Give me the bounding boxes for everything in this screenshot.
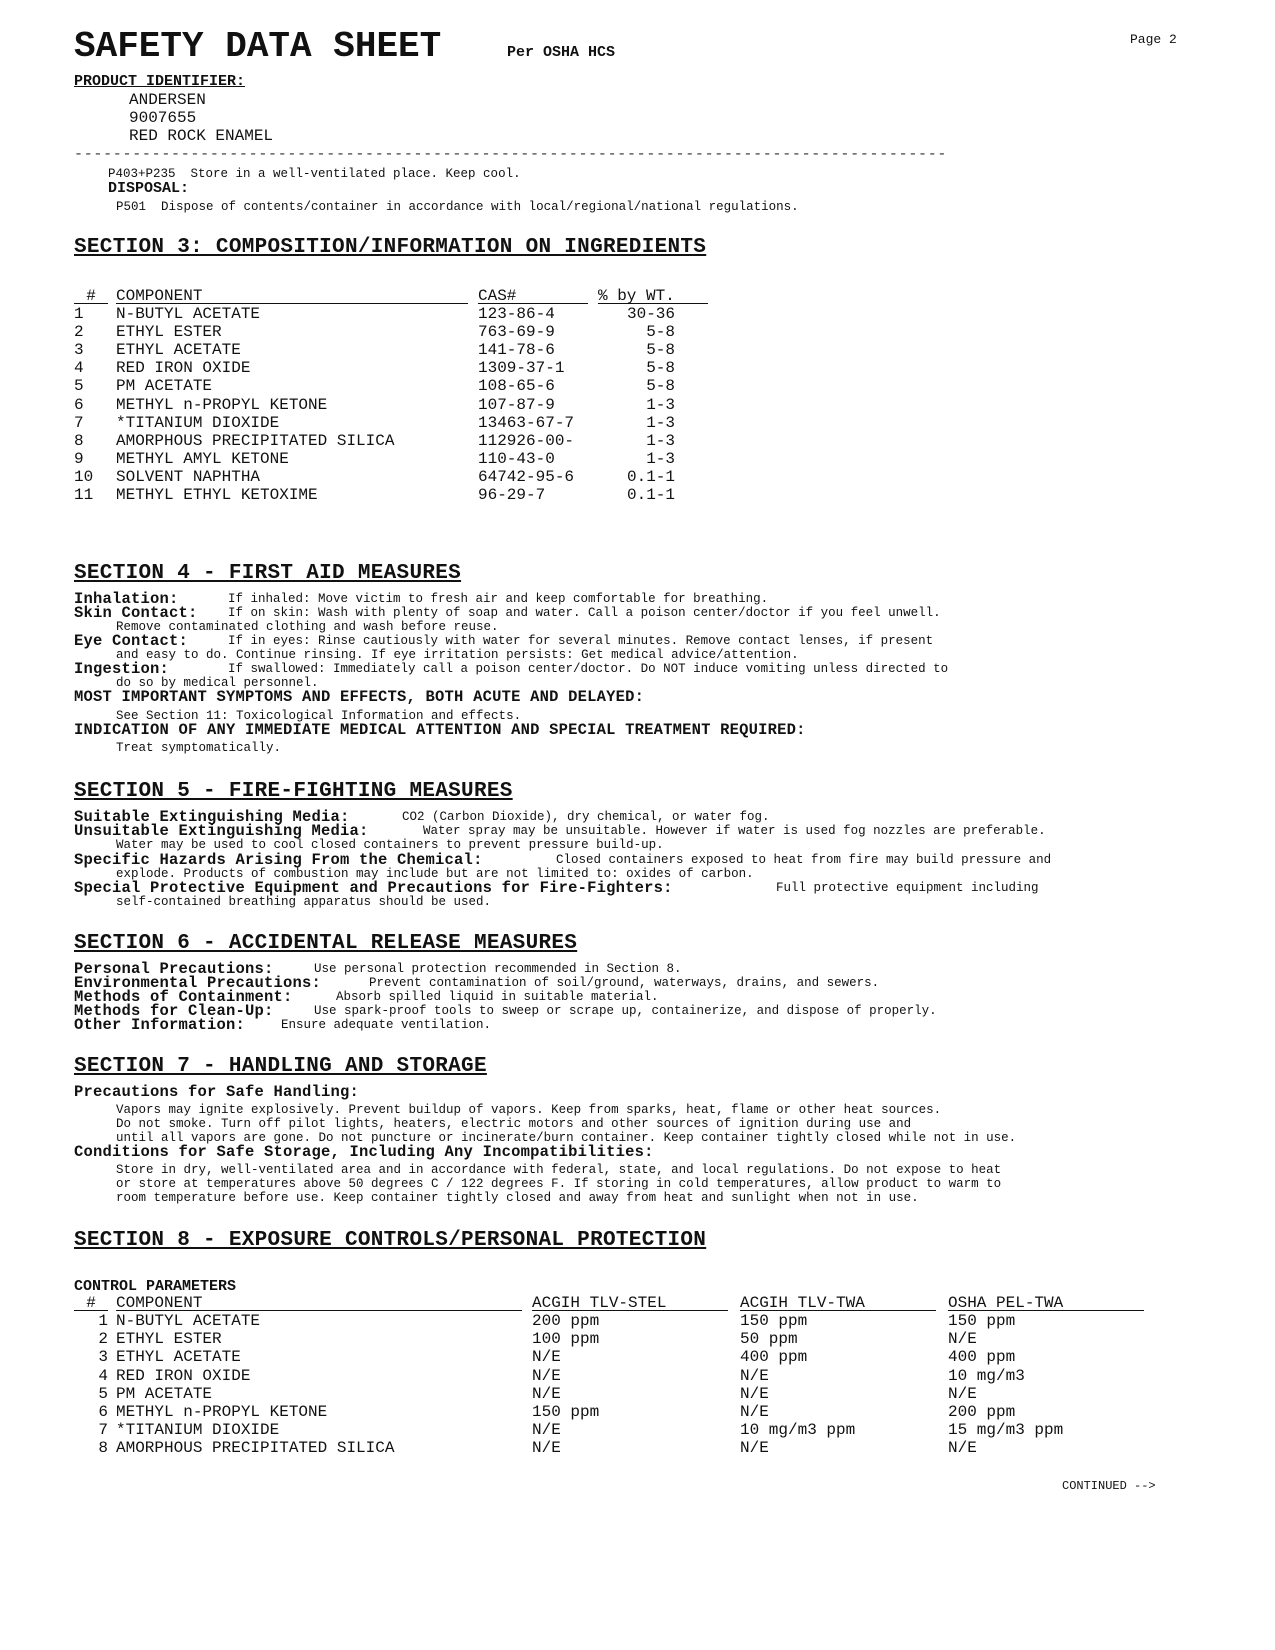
ingredient-weight: 0.1-1: [626, 486, 675, 504]
limit-row-component: PM ACETATE: [116, 1384, 213, 1403]
ingredient-number: 9: [74, 449, 84, 468]
limit-row-osha: 15 mg/m3 ppm: [948, 1421, 1064, 1440]
limit-row-number: 7: [98, 1421, 108, 1440]
col-header-twa: ACGIH TLV-TWA: [740, 1294, 936, 1311]
ingredient-number: 10: [74, 467, 94, 486]
section8-title: SECTION 8 - EXPOSURE CONTROLS/PERSONAL PROTECTION: [74, 1229, 707, 1252]
col-header-stel: ACGIH TLV-STEL: [532, 1294, 728, 1311]
ingredient-number: 4: [74, 359, 84, 378]
ingredient-number: 2: [74, 323, 84, 342]
personal-precautions-label: Personal Precautions:: [74, 960, 274, 978]
limit-row-stel: N/E: [532, 1384, 561, 1403]
ingredient-number: 6: [74, 395, 84, 414]
protective-equipment-text-2: self-contained breathing apparatus should be used.: [116, 895, 492, 909]
disposal-statement: P501 Dispose of contents/container in accordance with local/regional/national regulations.: [116, 200, 799, 214]
ingredient-weight: 1-3: [646, 413, 675, 432]
eye-contact-text: If in eyes: Rinse cautiously with water for several minutes. Remove contact lenses, if present: [228, 634, 934, 648]
environmental-precautions-label: Environmental Precautions:: [74, 974, 322, 992]
ingredient-component: AMORPHOUS PRECIPITATED SILICA: [116, 431, 395, 450]
document-title: SAFETY DATA SHEET: [74, 26, 442, 67]
ingredient-cas: 13463-67-7: [478, 413, 575, 432]
safe-handling-line-2: Do not smoke. Turn off pilot lights, heaters, electric motors and other sources of ignition during use and: [116, 1117, 912, 1131]
eye-contact-label: Eye Contact:: [74, 632, 189, 650]
continued-indicator: CONTINUED -->: [1062, 1479, 1156, 1493]
limit-row-stel: N/E: [532, 1439, 561, 1458]
inhalation-text: If inhaled: Move victim to fresh air and keep comfortable for breathing.: [228, 592, 769, 606]
ingredient-weight: 1-3: [646, 449, 675, 468]
ingredient-component: PM ACETATE: [116, 377, 213, 396]
divider-line: ------------------------------------------------------------------------------------------: [74, 146, 948, 163]
ingredient-component: METHYL ETHYL KETOXIME: [116, 486, 318, 504]
ingredient-component: N-BUTYL ACETATE: [116, 305, 261, 323]
limit-row-osha: 200 ppm: [948, 1403, 1016, 1421]
limit-row-component: METHYL n-PROPYL KETONE: [116, 1403, 328, 1421]
limit-row-component: RED IRON OXIDE: [116, 1366, 251, 1385]
environmental-precautions-text: Prevent contamination of soil/ground, waterways, drains, and sewers.: [369, 976, 880, 990]
ingredient-cas: 1309-37-1: [478, 359, 565, 378]
protective-equipment-text: Full protective equipment including: [776, 881, 1039, 895]
suitable-media-text: CO2 (Carbon Dioxide), dry chemical, or water fog.: [402, 810, 770, 824]
symptoms-label: MOST IMPORTANT SYMPTOMS AND EFFECTS, BOTH ACUTE AND DELAYED:: [74, 688, 645, 706]
ingredient-weight: 0.1-1: [626, 467, 675, 486]
ingredient-number: 1: [74, 305, 84, 323]
containment-text: Absorb spilled liquid in suitable material.: [336, 990, 659, 1004]
specific-hazards-text-2: explode. Products of combustion may include but are not limited to: oxides of carbon.: [116, 867, 754, 881]
cleanup-label: Methods for Clean-Up:: [74, 1002, 274, 1020]
skin-contact-text-2: Remove contaminated clothing and wash before reuse.: [116, 620, 499, 634]
ingredient-weight: 5-8: [646, 323, 675, 342]
safe-storage-line-2: or store at temperatures above 50 degrees C / 122 degrees F. If storing in cold temperatures, allow product to warm to: [116, 1177, 1002, 1191]
safe-handling-label: Precautions for Safe Handling:: [74, 1083, 360, 1101]
ingredient-component: RED IRON OXIDE: [116, 359, 251, 378]
limit-row-osha: 10 mg/m3: [948, 1366, 1025, 1385]
safe-storage-line-3: room temperature before use. Keep container tightly closed and away from heat and sunlight when not in use.: [116, 1191, 919, 1205]
ingredient-cas: 64742-95-6: [478, 467, 575, 486]
safe-handling-line-1: Vapors may ignite explosively. Prevent buildup of vapors. Keep from sparks, heat, flame or other heat sources.: [116, 1103, 942, 1117]
cleanup-text: Use spark-proof tools to sweep or scrape up, containerize, and dispose of properly.: [314, 1004, 937, 1018]
limit-row-number: 8: [98, 1439, 108, 1458]
ingredient-cas: 107-87-9: [478, 395, 555, 414]
ingredient-number: 7: [74, 413, 84, 432]
col-header-number: #: [74, 287, 108, 304]
product-number: 9007655: [129, 109, 197, 127]
ingredient-cas: 112926-00-: [478, 431, 575, 450]
ingredient-component: SOLVENT NAPHTHA: [116, 467, 261, 486]
product-brand: ANDERSEN: [129, 91, 206, 109]
other-information-text: Ensure adequate ventilation.: [281, 1018, 492, 1032]
limit-row-stel: N/E: [532, 1421, 561, 1440]
unsuitable-media-text: Water spray may be unsuitable. However if water is used fog nozzles are preferable.: [423, 824, 1046, 838]
limit-row-twa: N/E: [740, 1403, 769, 1421]
ingredient-number: 11: [74, 486, 94, 504]
section3-title: SECTION 3: COMPOSITION/INFORMATION ON INGREDIENTS: [74, 236, 707, 259]
ingredient-component: *TITANIUM DIOXIDE: [116, 413, 280, 432]
ingredient-component: ETHYL ESTER: [116, 323, 222, 342]
limit-row-twa: 150 ppm: [740, 1312, 808, 1330]
other-information-label: Other Information:: [74, 1016, 246, 1034]
limit-row-number: 2: [98, 1330, 108, 1349]
limit-row-number: 5: [98, 1384, 108, 1403]
col-header-component: COMPONENT: [116, 1294, 522, 1311]
section6-title: SECTION 6 - ACCIDENTAL RELEASE MEASURES: [74, 932, 578, 955]
control-parameters-label: CONTROL PARAMETERS: [74, 1278, 237, 1295]
limit-row-osha: N/E: [948, 1330, 977, 1349]
specific-hazards-label: Specific Hazards Arising From the Chemical:: [74, 851, 483, 869]
unsuitable-media-label: Unsuitable Extinguishing Media:: [74, 822, 369, 840]
ingredient-cas: 108-65-6: [478, 377, 555, 396]
limit-row-number: 1: [98, 1312, 108, 1330]
product-name: RED ROCK ENAMEL: [129, 127, 274, 145]
limit-row-twa: N/E: [740, 1384, 769, 1403]
storage-statement: P403+P235 Store in a well-ventilated place. Keep cool.: [108, 167, 521, 181]
ingredient-weight: 5-8: [646, 377, 675, 396]
ingredient-cas: 96-29-7: [478, 486, 546, 504]
safe-storage-label: Conditions for Safe Storage, Including Any Incompatibilities:: [74, 1143, 654, 1161]
col-header-component: COMPONENT: [116, 287, 468, 304]
limit-row-osha: N/E: [948, 1439, 977, 1458]
personal-precautions-text: Use personal protection recommended in Section 8.: [314, 962, 682, 976]
safe-handling-line-3: until all vapors are gone. Do not puncture or incinerate/burn container. Keep container tightly closed while not in use.: [116, 1131, 1017, 1145]
col-header-weight: % by WT.: [598, 287, 708, 304]
limit-row-component: AMORPHOUS PRECIPITATED SILICA: [116, 1439, 395, 1458]
ingredient-cas: 141-78-6: [478, 341, 555, 360]
containment-label: Methods of Containment:: [74, 988, 293, 1006]
ingredient-component: ETHYL ACETATE: [116, 341, 241, 360]
section5-title: SECTION 5 - FIRE-FIGHTING MEASURES: [74, 780, 513, 803]
skin-contact-text: If on skin: Wash with plenty of soap and water. Call a poison center/doctor if you feel unwell.: [228, 606, 941, 620]
limit-row-twa: 10 mg/m3 ppm: [740, 1421, 856, 1440]
indication-label: INDICATION OF ANY IMMEDIATE MEDICAL ATTENTION AND SPECIAL TREATMENT REQUIRED:: [74, 721, 806, 739]
ingredient-number: 3: [74, 341, 84, 360]
limit-row-stel: 150 ppm: [532, 1403, 600, 1421]
limit-row-stel: N/E: [532, 1348, 561, 1367]
ingredient-weight: 30-36: [626, 305, 675, 323]
product-identifier-label: PRODUCT IDENTIFIER:: [74, 73, 246, 90]
inhalation-label: Inhalation:: [74, 590, 179, 608]
limit-row-stel: N/E: [532, 1366, 561, 1385]
page-number: Page 2: [1130, 32, 1177, 47]
indication-text: Treat symptomatically.: [116, 741, 282, 755]
safe-storage-line-1: Store in dry, well-ventilated area and in accordance with federal, state, and local regulations. Do not expose to heat: [116, 1163, 1002, 1177]
limit-row-osha: 400 ppm: [948, 1348, 1016, 1367]
ingredient-weight: 1-3: [646, 431, 675, 450]
limit-row-osha: 150 ppm: [948, 1312, 1016, 1330]
limit-row-number: 4: [98, 1366, 108, 1385]
limit-row-component: ETHYL ACETATE: [116, 1348, 241, 1367]
ingredient-weight: 5-8: [646, 341, 675, 360]
ingredient-weight: 1-3: [646, 395, 675, 414]
ingredient-cas: 123-86-4: [478, 305, 555, 323]
limit-row-twa: 50 ppm: [740, 1330, 798, 1349]
limit-row-twa: N/E: [740, 1439, 769, 1458]
eye-contact-text-2: and easy to do. Continue rinsing. If eye irritation persists: Get medical advice/attention.: [116, 648, 799, 662]
ingredient-weight: 5-8: [646, 359, 675, 378]
disposal-label: DISPOSAL:: [108, 180, 190, 197]
ingredient-number: 8: [74, 431, 84, 450]
limit-row-twa: N/E: [740, 1366, 769, 1385]
ingredient-cas: 763-69-9: [478, 323, 555, 342]
ingestion-text-2: do so by medical personnel.: [116, 676, 319, 690]
limit-row-number: 3: [98, 1348, 108, 1367]
limit-row-component: ETHYL ESTER: [116, 1330, 222, 1349]
limit-row-stel: 100 ppm: [532, 1330, 600, 1349]
protective-equipment-label: Special Protective Equipment and Precautions for Fire-Fighters:: [74, 879, 673, 897]
ingestion-label: Ingestion:: [74, 660, 170, 678]
col-header-cas: CAS#: [478, 287, 588, 304]
suitable-media-label: Suitable Extinguishing Media:: [74, 808, 350, 826]
limit-row-stel: 200 ppm: [532, 1312, 600, 1330]
document-subtitle: Per OSHA HCS: [507, 44, 616, 61]
limit-row-osha: N/E: [948, 1384, 977, 1403]
symptoms-text: See Section 11: Toxicological Information and effects.: [116, 709, 522, 723]
limit-row-component: *TITANIUM DIOXIDE: [116, 1421, 280, 1440]
section7-title: SECTION 7 - HANDLING AND STORAGE: [74, 1055, 487, 1078]
limit-row-number: 6: [98, 1403, 108, 1421]
unsuitable-media-text-2: Water may be used to cool closed containers to prevent pressure build-up.: [116, 838, 664, 852]
ingredient-component: METHYL n-PROPYL KETONE: [116, 395, 328, 414]
ingredient-number: 5: [74, 377, 84, 396]
specific-hazards-text: Closed containers exposed to heat from fire may build pressure and: [556, 853, 1052, 867]
ingestion-text: If swallowed: Immediately call a poison center/doctor. Do NOT induce vomiting unless directed to: [228, 662, 949, 676]
skin-contact-label: Skin Contact:: [74, 604, 198, 622]
limit-row-twa: 400 ppm: [740, 1348, 808, 1367]
ingredient-cas: 110-43-0: [478, 449, 555, 468]
col-header-number: #: [74, 1294, 108, 1311]
col-header-osha: OSHA PEL-TWA: [948, 1294, 1144, 1311]
section4-title: SECTION 4 - FIRST AID MEASURES: [74, 562, 462, 585]
limit-row-component: N-BUTYL ACETATE: [116, 1312, 261, 1330]
ingredient-component: METHYL AMYL KETONE: [116, 449, 289, 468]
